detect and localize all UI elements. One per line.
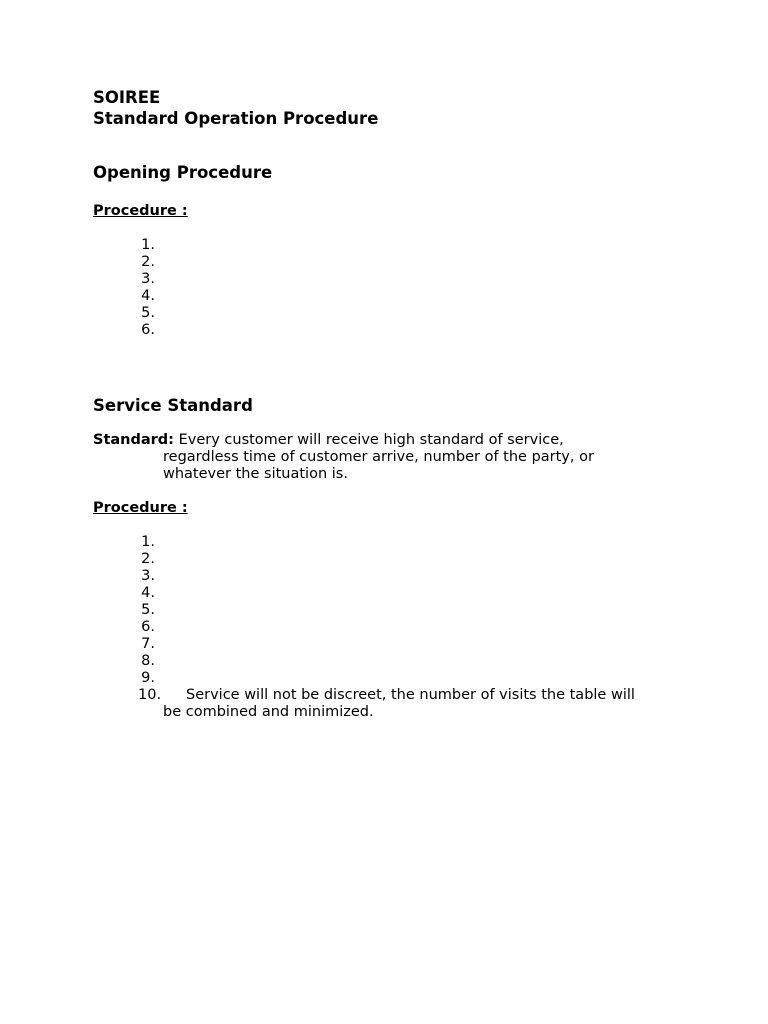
list-item-line: be combined and minimized. — [163, 704, 374, 720]
list-item — [93, 619, 693, 636]
list-item-number: 6. — [141, 322, 155, 338]
standard-label: Standard: — [93, 432, 174, 448]
list-item — [93, 551, 693, 568]
list-item-number: 7. — [141, 636, 155, 652]
list-item-number: 5. — [141, 305, 155, 321]
list-item-number: 4. — [141, 585, 155, 601]
list-item — [93, 687, 693, 721]
list-item-number: 4. — [141, 288, 155, 304]
opening-procedure-label: Procedure : — [93, 203, 188, 219]
service-procedure-list — [93, 534, 693, 721]
list-item — [93, 585, 693, 602]
list-item-number: 6. — [141, 619, 155, 635]
list-item — [93, 602, 693, 619]
list-item — [93, 271, 693, 288]
service-heading: Service Standard — [93, 396, 253, 415]
list-item-number: 2. — [141, 551, 155, 567]
list-item — [93, 670, 693, 687]
service-standard-paragraph — [93, 432, 653, 483]
list-item-number: 10. — [138, 687, 162, 703]
list-item-number: 3. — [141, 568, 155, 584]
title-line-1: SOIREE — [93, 88, 161, 107]
list-item-number: 1. — [141, 534, 155, 550]
list-item-text — [93, 687, 693, 721]
list-item — [93, 254, 693, 271]
opening-heading: Opening Procedure — [93, 163, 273, 182]
document-title — [93, 87, 378, 129]
list-item — [93, 534, 693, 551]
list-item-number: 5. — [141, 602, 155, 618]
opening-procedure-list — [93, 237, 693, 339]
list-item-number: 8. — [141, 653, 155, 669]
service-procedure-label: Procedure : — [93, 500, 188, 516]
list-item — [93, 305, 693, 322]
standard-text-line-3: whatever the situation is. — [163, 466, 348, 482]
title-line-2: Standard Operation Procedure — [93, 109, 379, 128]
list-item — [93, 237, 693, 254]
list-item — [93, 568, 693, 585]
list-item-line: Service will not be discreet, the number of visits the table will — [186, 687, 635, 703]
standard-text-line-2: regardless time of customer arrive, number of the party, or — [163, 449, 594, 465]
standard-text-line-1: Every customer will receive high standard of service, — [173, 432, 564, 448]
list-item — [93, 322, 693, 339]
list-item — [93, 288, 693, 305]
list-item — [93, 636, 693, 653]
list-item-number: 2. — [141, 254, 155, 270]
list-item-number: 9. — [141, 670, 155, 686]
list-item-number: 1. — [141, 237, 155, 253]
list-item-number: 3. — [141, 271, 155, 287]
list-item — [93, 653, 693, 670]
